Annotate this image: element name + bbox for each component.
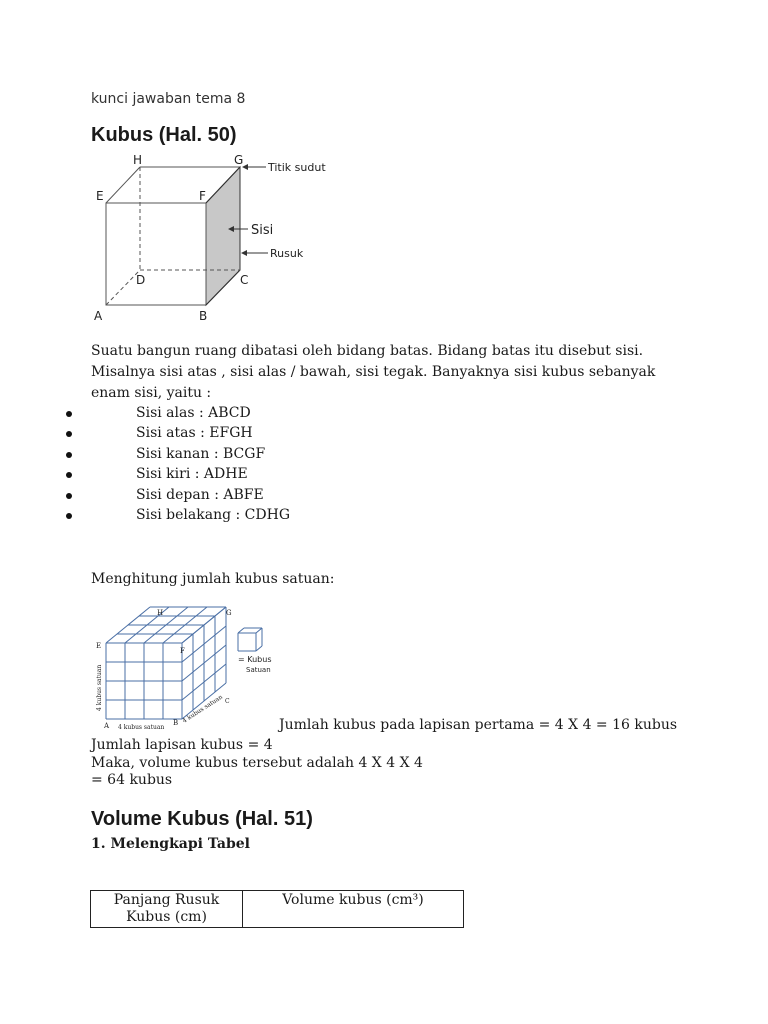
grid-label-bottom: 4 kubus satuan — [118, 724, 165, 731]
vertex-label-f: F — [199, 189, 206, 203]
label-titik-sudut: Titik sudut — [268, 161, 326, 174]
calc-line: = 64 kubus — [91, 772, 173, 788]
shaded-face — [206, 167, 240, 305]
arrow-head-rusuk — [241, 250, 247, 256]
bullet-icon — [66, 472, 72, 478]
calc-line: Jumlah lapisan kubus = 4 — [91, 737, 273, 753]
table-header-volume: Volume kubus (cm³) — [243, 891, 464, 928]
volume-table — [90, 890, 464, 928]
subheading-tabel: 1. Melengkapi Tabel — [91, 836, 251, 852]
legend-label-satuan: Satuan — [246, 666, 271, 674]
grid-label-e: E — [96, 642, 102, 650]
legend-label-kubus: = Kubus — [238, 655, 272, 664]
vertex-label-c: C — [240, 273, 249, 287]
table-row — [91, 891, 464, 928]
label-rusuk: Rusuk — [270, 247, 304, 260]
paragraph-sisi: Suatu bangun ruang dibatasi oleh bidang batas. Bidang batas itu disebut sisi. Misalnya sisi atas , sisi alas / bawah, sisi tegak. Banyaknya sisi kubus sebanyak enam sisi, yaitu : — [91, 343, 656, 401]
grid-label-b: B — [173, 719, 179, 727]
hidden-edge-ad — [106, 270, 140, 305]
bullet-icon — [66, 431, 72, 437]
calculation-lines — [91, 737, 423, 790]
unit-cube-grid-diagram — [88, 603, 283, 733]
section-title-volume: Volume Kubus (Hal. 51) — [91, 808, 313, 830]
legend-cube-edge — [256, 646, 262, 651]
vertex-label-e: E — [96, 189, 104, 203]
label-sisi: Sisi — [251, 223, 274, 238]
bullet-icon — [66, 411, 72, 417]
table-header-rusuk: Panjang Rusuk Kubus (cm) — [91, 891, 243, 928]
bullet-icon — [66, 452, 72, 458]
counting-heading: Menghitung jumlah kubus satuan: — [91, 571, 335, 587]
edge-eh — [106, 167, 140, 203]
vertex-label-d: D — [136, 273, 146, 287]
layer-count-text: Jumlah kubus pada lapisan pertama = 4 X 4 = 16 kubus — [279, 717, 678, 733]
grid-label-a: A — [104, 722, 110, 730]
section-title-kubus: Kubus (Hal. 50) — [91, 124, 237, 146]
grid-label-c: C — [225, 698, 230, 705]
legend-cube-edge — [238, 628, 244, 633]
header-note: kunci jawaban tema 8 — [91, 91, 246, 107]
vertex-label-g: G — [234, 153, 244, 167]
grid-label-g: G — [226, 609, 232, 617]
vertex-label-a: A — [94, 309, 103, 323]
calc-line: Maka, volume kubus tersebut adalah 4 X 4 X 4 — [91, 754, 423, 771]
grid-label-left-side: 4 kubus satuan — [96, 664, 103, 711]
grid-label-h: H — [157, 609, 164, 617]
legend-cube-edge — [256, 628, 262, 633]
vertex-label-h: H — [133, 153, 143, 167]
grid-label-f: F — [180, 647, 185, 655]
bullet-icon — [66, 493, 72, 499]
bullet-icon — [66, 513, 72, 519]
cube-diagram — [88, 150, 348, 325]
grid-label-right-side: 4 kubus satuan — [181, 693, 224, 725]
vertex-label-b: B — [199, 309, 208, 323]
